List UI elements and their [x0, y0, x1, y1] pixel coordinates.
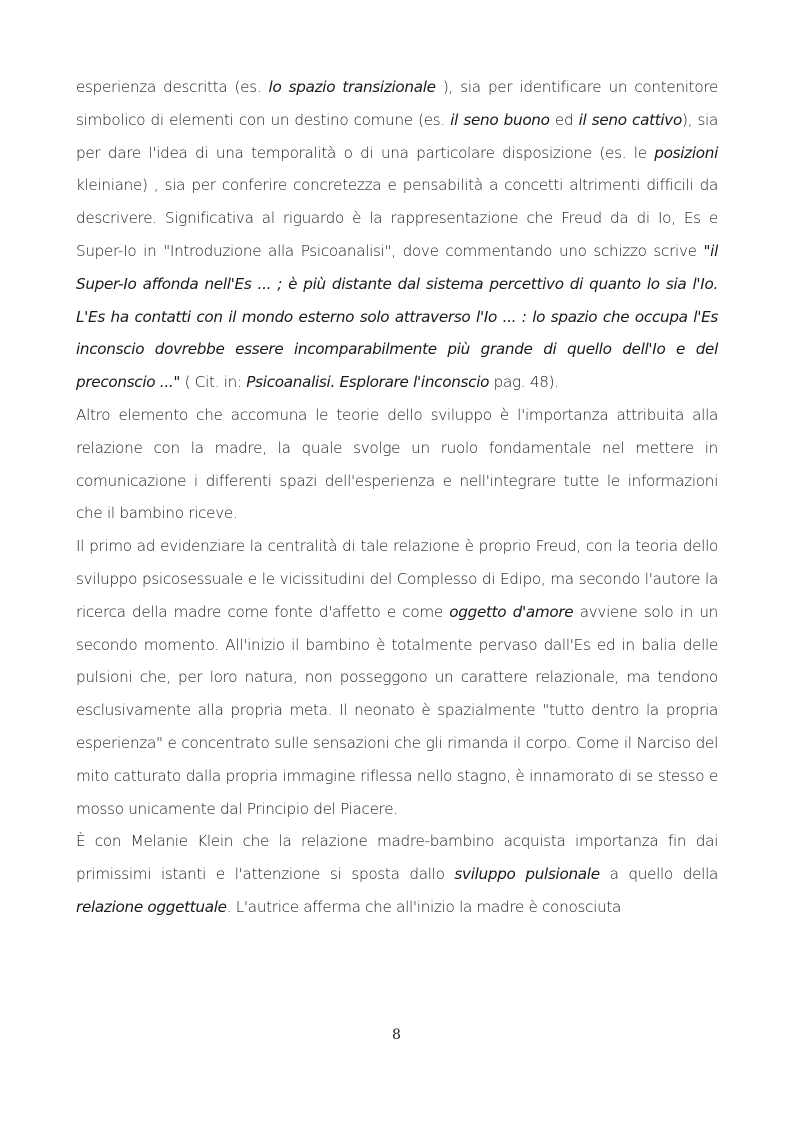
italic-text: sviluppo pulsionale — [454, 865, 600, 884]
text-run: . L'autrice afferma che all'inizio la madre è conosciuta — [226, 897, 622, 916]
italic-text: "il Super-Io affonda nell'Es ... ; è più distante dal sistema percettivo di quanto lo sia l'Io. L'Es ha contatti con il mondo esterno solo attraverso l'Io ... : lo spazio che occupa l'Es inconscio dovrebbe essere incomparabilmente più grande di quello dell'Io e del preconscio ..." — [76, 241, 718, 392]
italic-text: lo spazio transizionale — [268, 78, 436, 96]
text-run: È con Melanie Klein che la relazione madre-bambino acquista importanza fin dai primissimi istanti e l'attenzione si sposta dallo — [76, 832, 718, 884]
text-run: esperienza descritta (es. — [76, 78, 269, 96]
paragraph — [76, 399, 718, 530]
italic-text: Psicoanalisi. Esplorare l'inconscio — [246, 373, 490, 392]
text-run: Il primo ad evidenziare la centralità di tale relazione è proprio Freud, con la teoria dello sviluppo psicosessuale e le vicissitudini del Complesso di Edipo, ma secondo l'autore la ricerca della madre come fonte d'affetto e come — [76, 537, 718, 621]
paragraph — [76, 825, 718, 923]
text-run: ed — [549, 110, 579, 129]
text-run: ), sia per dare l'idea di una temporalità o di una particolare disposizione (es. le — [76, 110, 718, 162]
text-run: avviene solo in un secondo momento. All'inizio il bambino è totalmente pervaso dall'Es ed in balia delle pulsioni che, per loro natura, non posseggono un carattere relazionale, ma tendono esclusivamente alla propria meta. Il neonato è spazialmente "tutto dentro la propria esperienza" e concentrato sulle sensazioni che gli rimanda il corpo. Come il Narciso del mito catturato dalla propria immagine riflessa nello stagno, è innamorato di se stesso e mosso unicamente dal Principio del Piacere. — [76, 602, 718, 818]
page-number: 8 — [392, 1027, 401, 1043]
italic-text: relazione oggettuale — [76, 897, 227, 916]
text-run: Altro elemento che accomuna le teorie dello sviluppo è l'importanza attribuita alla relazione con la madre, la quale svolge un ruolo fondamentale nel mettere in comunicazione i differenti spazi dell'esperienza e nell'integrare tutte le informazioni che il bambino riceve. — [76, 405, 718, 523]
text-run: kleiniane) , sia per conferire concretezza e pensabilità a concetti altrimenti difficili da descrivere. Significativa al riguardo è la rappresentazione che Freud da di Io, Es e Super-Io in "Introduzione alla Psicoanalisi", dove commentando uno schizzo scrive — [76, 176, 718, 260]
text-run: a quello della — [599, 865, 719, 884]
italic-text: il seno buono — [450, 110, 550, 129]
text-run: ( Cit. in: — [180, 373, 247, 392]
text-run: pag. 48). — [489, 373, 559, 392]
text-run: ), sia per identificare un contenitore simbolico di elementi con un destino comune (es. — [76, 78, 718, 129]
paragraph — [76, 530, 718, 825]
italic-text: posizioni — [654, 143, 718, 162]
paragraph — [76, 71, 718, 399]
italic-text: il seno cattivo — [578, 110, 682, 129]
body-text — [76, 71, 718, 924]
italic-text: oggetto d'amore — [449, 602, 574, 621]
